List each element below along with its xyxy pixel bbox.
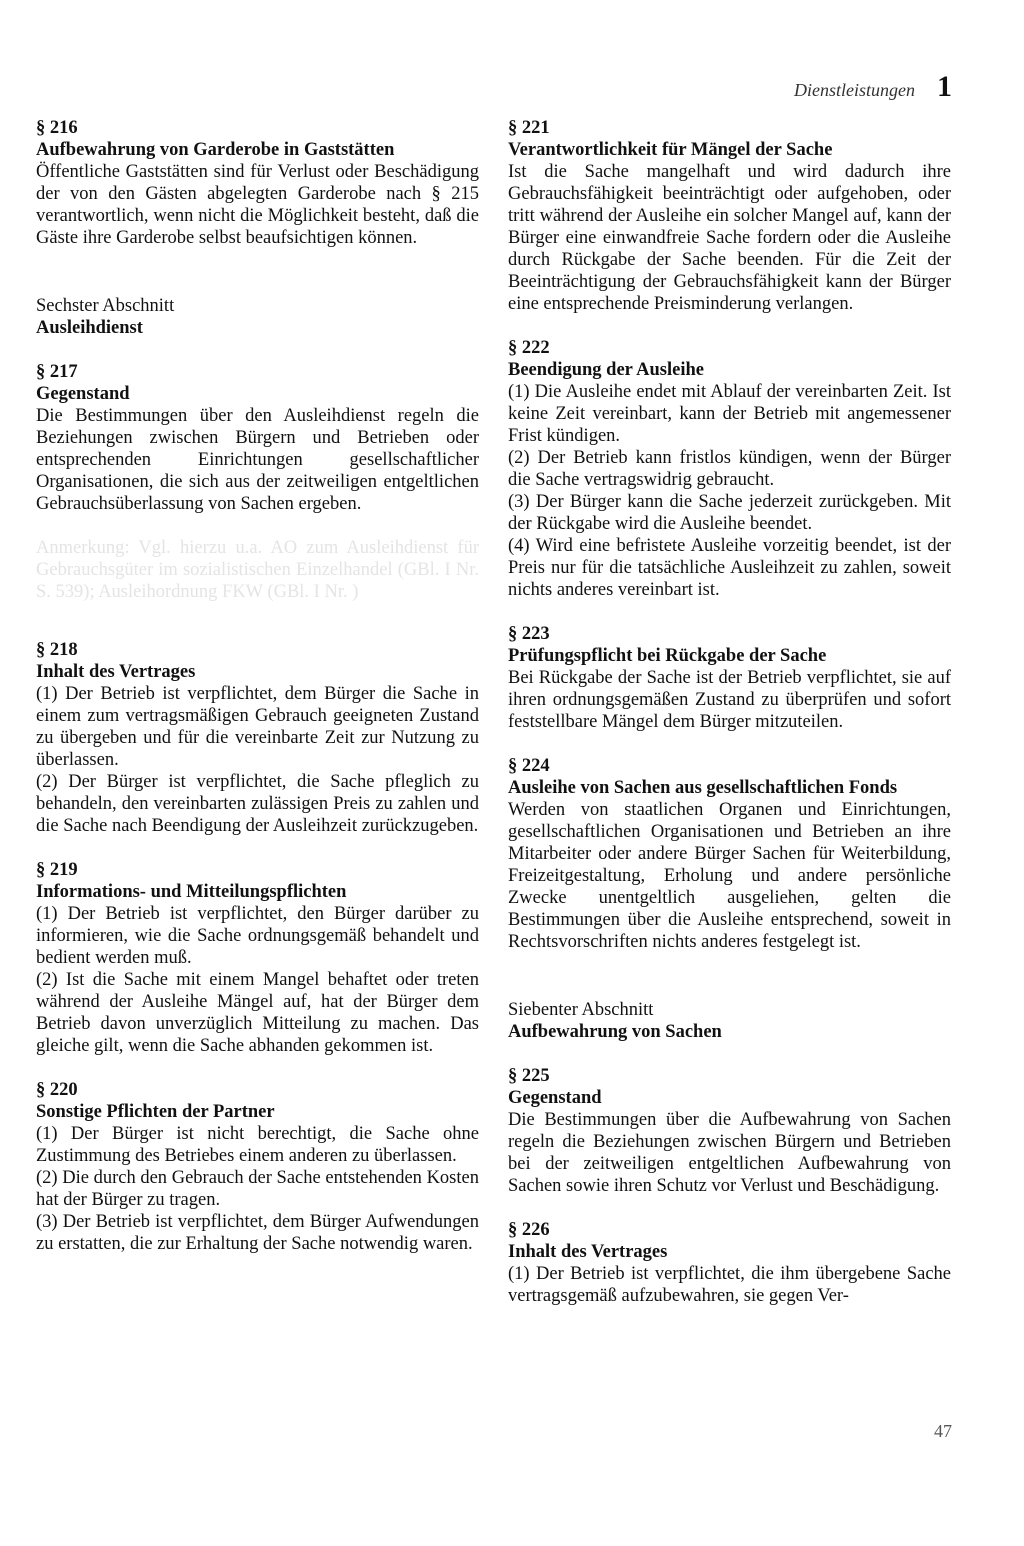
section-number: § 219 (36, 860, 78, 880)
chapter-label: Sechster Abschnitt (36, 296, 175, 316)
section-title: Beendigung der Ausleihe (508, 360, 705, 380)
chapter-title: Ausleihdienst (36, 318, 143, 338)
chapter-heading-6 (36, 295, 479, 339)
section-title: Ausleihe von Sachen aus gesellschaftlichen Fonds (508, 778, 898, 798)
section-title: Informations- und Mitteilungspflichten (36, 882, 347, 902)
section-223 (508, 623, 951, 733)
section-paragraph: (4) Wird eine befristete Ausleihe vorzeitig beendet, ist der Preis nur für die tatsächliche Ausleihzeit zu zahlen, soweit nichts anderes vereinbart ist. (508, 536, 951, 600)
section-paragraph: Werden von staatlichen Organen und Einrichtungen, gesellschaftlichen Organisationen und Betrieben an ihre Mitarbeiter oder andere Bürger Sachen für Weiterbildung, Freizeitgestaltung, Erholung und andere persönliche Zwecke unentgeltlich ausgeliehen, gelten die Bestimmungen über die Ausleihe entsprechend, soweit in Rechtsvorschriften nichts anderes festgelegt ist. (508, 800, 951, 952)
section-title: Gegenstand (508, 1088, 602, 1108)
chapter-heading-7 (508, 999, 951, 1043)
section-number: § 217 (36, 362, 78, 382)
section-paragraph: (2) Der Bürger ist verpflichtet, die Sache pfleglich zu behandeln, den vereinbarten zulässigen Preis zu zahlen und die Sache nach Beendigung der Ausleihzeit zurückzugeben. (36, 772, 479, 836)
section-number: § 225 (508, 1066, 550, 1086)
chapter-label: Siebenter Abschnitt (508, 1000, 654, 1020)
section-paragraph: Die Bestimmungen über den Ausleihdienst regeln die Beziehungen zwischen Bürgern und Betrieben oder entsprechenden Einrichtungen gesellschaftlicher Organisationen, die sich aus der zeitweiligen entgeltlichen Gebrauchsüberlassung von Sachen ergeben. (36, 406, 479, 514)
chapter-title: Aufbewahrung von Sachen (508, 1022, 722, 1042)
section-title: Gegenstand (36, 384, 130, 404)
section-219 (36, 859, 479, 1057)
page-number: 47 (934, 1421, 952, 1441)
section-216 (36, 117, 479, 249)
section-224 (508, 755, 951, 953)
left-column (36, 117, 479, 1277)
section-title: Verantwortlichkeit für Mängel der Sache (508, 140, 833, 160)
running-head (794, 70, 952, 104)
section-paragraph: (2) Die durch den Gebrauch der Sache entstehenden Kosten hat der Bürger zu tragen. (36, 1168, 479, 1210)
section-number: § 224 (508, 756, 550, 776)
section-paragraph: (1) Der Betrieb ist verpflichtet, die ihm übergebene Sache vertragsgemäß aufzubewahren, sie gegen Ver- (508, 1264, 951, 1306)
section-218 (36, 639, 479, 837)
chapter-number: 1 (937, 70, 952, 103)
section-number: § 223 (508, 624, 550, 644)
section-220 (36, 1079, 479, 1255)
section-paragraph: (1) Die Ausleihe endet mit Ablauf der vereinbarten Zeit. Ist keine Zeit vereinbart, kann der Betrieb mit angemessener Frist kündigen. (508, 382, 951, 446)
section-number: § 218 (36, 640, 78, 660)
section-paragraph: (1) Der Bürger ist nicht berechtigt, die Sache ohne Zustimmung des Betriebes einem anderen zu überlassen. (36, 1124, 479, 1166)
section-225 (508, 1065, 951, 1197)
faded-annotation: Anmerkung: Vgl. hierzu u.a. AO zum Ausleihdienst für Gebrauchsgüter im sozialistischen Einzelhandel (GBl. I Nr. S. 539); Ausleihordnung FKW (GBl. I Nr. ) (36, 538, 479, 602)
section-paragraph: (2) Ist die Sache mit einem Mangel behaftet oder treten während der Ausleihe Mängel auf, hat der Bürger dem Betrieb davon unverzüglich Mitteilung zu machen. Das gleiche gilt, wenn die Sache abhanden gekommen ist. (36, 970, 479, 1056)
running-head-title: Dienstleistungen (794, 80, 915, 100)
section-number: § 216 (36, 118, 78, 138)
right-column (508, 117, 951, 1329)
section-title: Aufbewahrung von Garderobe in Gaststätten (36, 140, 395, 160)
section-number: § 221 (508, 118, 550, 138)
section-paragraph: (3) Der Bürger kann die Sache jederzeit zurückgeben. Mit der Rückgabe wird die Ausleihe beendet. (508, 492, 951, 534)
section-paragraph: Ist die Sache mangelhaft und wird dadurch ihre Gebrauchsfähigkeit beeinträchtigt oder aufgehoben, oder tritt während der Ausleihe ein solcher Mangel auf, kann der Bürger eine einwandfreie Sache fordern oder die Ausleihe durch Rückgabe der Sache beenden. Für die Zeit der Beeinträchtigung der Gebrauchsfähigkeit kann der Bürger eine entsprechende Preisminderung verlangen. (508, 162, 951, 314)
section-226 (508, 1219, 951, 1307)
section-number: § 220 (36, 1080, 78, 1100)
section-paragraph: Öffentliche Gaststätten sind für Verlust oder Beschädigung der von den Gästen abgelegten Garderobe nach § 215 verantwortlich, wenn nicht die Möglichkeit besteht, daß die Gäste ihre Garderobe selbst beaufsichtigen können. (36, 162, 479, 248)
section-paragraph: (2) Der Betrieb kann fristlos kündigen, wenn der Bürger die Sache vertragswidrig gebraucht. (508, 448, 951, 490)
section-number: § 226 (508, 1220, 550, 1240)
section-222 (508, 337, 951, 601)
section-217 (36, 361, 479, 515)
section-title: Inhalt des Vertrages (36, 662, 196, 682)
section-title: Inhalt des Vertrages (508, 1242, 668, 1262)
section-paragraph: Die Bestimmungen über die Aufbewahrung von Sachen regeln die Beziehungen zwischen Bürgern und Betrieben bei der zeitweiligen entgeltlichen Aufbewahrung von Sachen sowie ihren Schutz vor Verlust und Beschädigung. (508, 1110, 951, 1196)
section-paragraph: (1) Der Betrieb ist verpflichtet, den Bürger darüber zu informieren, wie die Sache ordnungsgemäß behandelt und bedient werden muß. (36, 904, 479, 968)
section-paragraph: (1) Der Betrieb ist verpflichtet, dem Bürger die Sache in einem zum vertragsmäßigen Gebrauch geeigneten Zustand zu übergeben und für die vereinbarte Zeit zur Nutzung zu überlassen. (36, 684, 479, 770)
section-paragraph: Bei Rückgabe der Sache ist der Betrieb verpflichtet, sie auf ihren ordnungsgemäßen Zustand zu überprüfen und sofort feststellbare Mängel dem Bürger mitzuteilen. (508, 668, 951, 732)
section-title: Sonstige Pflichten der Partner (36, 1102, 275, 1122)
section-number: § 222 (508, 338, 550, 358)
section-paragraph: (3) Der Betrieb ist verpflichtet, dem Bürger Aufwendungen zu erstatten, die zur Erhaltung der Sache notwendig waren. (36, 1212, 479, 1254)
section-title: Prüfungspflicht bei Rückgabe der Sache (508, 646, 827, 666)
section-221 (508, 117, 951, 315)
